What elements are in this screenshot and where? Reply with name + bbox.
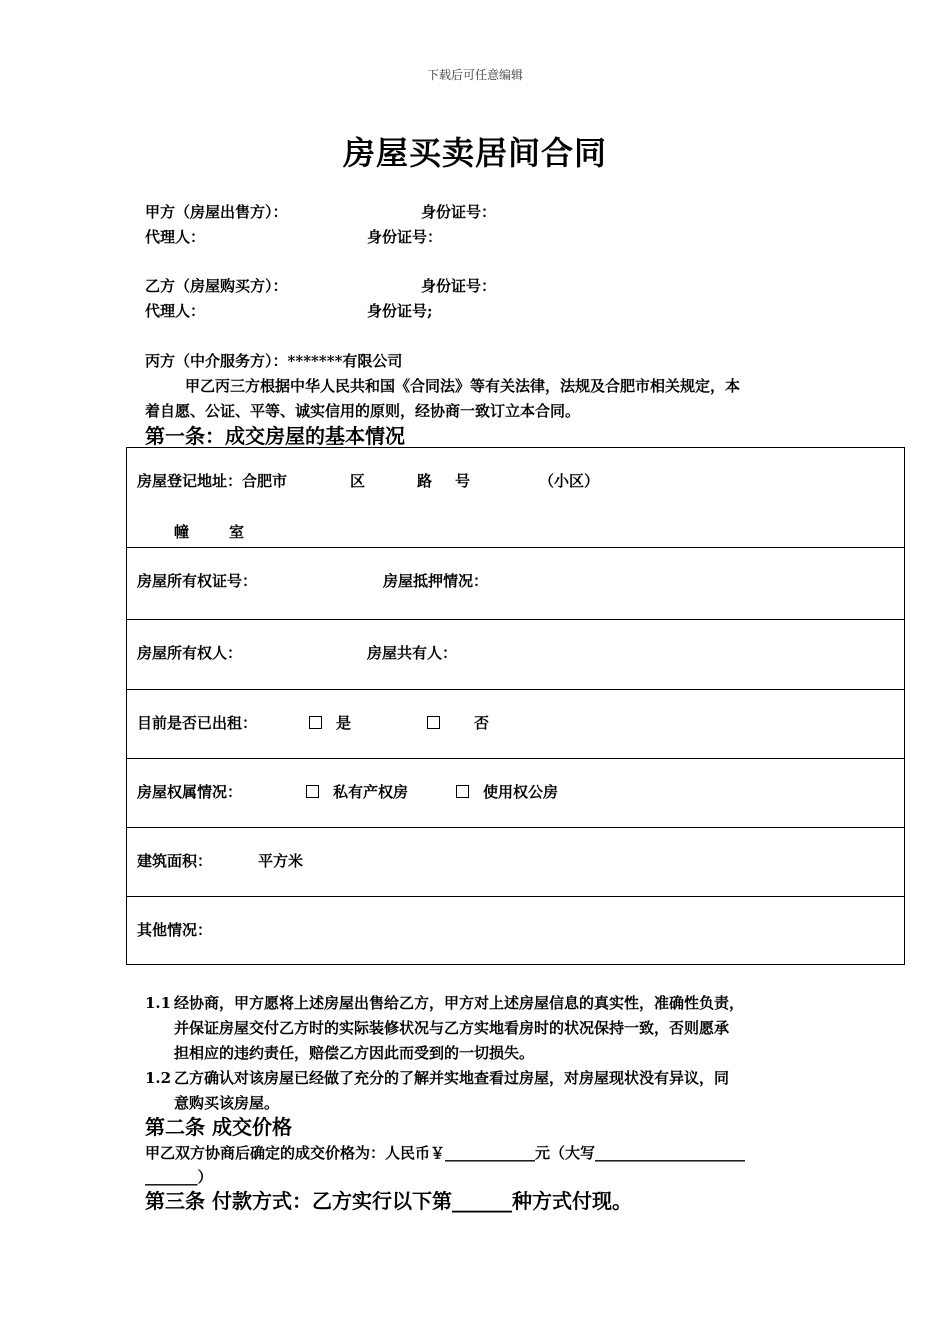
ownership-private-label: 私有产权房 — [333, 783, 409, 801]
clause-1-1-line-1: 经协商，甲方愿将上述房屋出售给乙方，甲方对上述房屋信息的真实性，准确性负责， — [174, 994, 745, 1012]
address-district: 区 — [350, 472, 366, 490]
address-number: 号 — [455, 472, 471, 490]
checkbox-icon[interactable] — [456, 785, 469, 798]
party-c-label: 丙方（中介服务方）：*******有限公司 — [145, 352, 403, 370]
ownership-public-option[interactable] — [456, 781, 558, 802]
clause-1-2-line-2: 意购买该房屋。 — [174, 1094, 280, 1112]
table-row-area — [127, 828, 904, 897]
intro-line-2: 着自愿、公证、平等、诚实信用的原则，经协商一致订立本合同。 — [145, 402, 581, 420]
rented-label: 目前是否已出租： — [137, 714, 258, 732]
clause-1-1-number: 1.1 — [145, 994, 172, 1012]
party-b-label: 乙方（房屋购买方）： — [145, 277, 288, 295]
article-2-line-2: _______） — [145, 1168, 213, 1186]
party-a-agent-id-label: 身份证号： — [367, 228, 443, 246]
table-row-cert — [127, 548, 904, 620]
owner-label: 房屋所有权人： — [137, 644, 243, 662]
table-row-rented — [127, 690, 904, 759]
address-room: 室 — [229, 523, 245, 541]
mortgage-label: 房屋抵押情况： — [383, 572, 489, 590]
party-b-id-label: 身份证号： — [421, 277, 497, 295]
area-unit: 平方米 — [258, 852, 304, 870]
other-label: 其他情况： — [137, 921, 213, 939]
article-1-heading: 第一条：成交房屋的基本情况 — [145, 424, 405, 448]
intro-line-1: 甲乙丙三方根据中华人民共和国《合同法》等有关法律，法规及合肥市相关规定，本 — [185, 377, 741, 395]
cert-label: 房屋所有权证号： — [137, 572, 258, 590]
table-row-ownership — [127, 759, 904, 828]
checkbox-icon[interactable] — [309, 716, 322, 729]
article-3-heading: 第三条 付款方式：乙方实行以下第______种方式付现。 — [145, 1189, 632, 1213]
party-a-agent-label: 代理人： — [145, 228, 206, 246]
house-info-table — [126, 447, 905, 965]
table-row-other — [127, 897, 904, 964]
party-b-agent-label: 代理人： — [145, 302, 206, 320]
header-note: 下载后可任意编辑 — [426, 68, 523, 82]
table-row-owner — [127, 620, 904, 690]
address-road: 路 — [417, 472, 433, 490]
rented-no-label: 否 — [474, 714, 490, 732]
document-title: 房屋买卖居间合同 — [342, 134, 607, 172]
table-row-address — [127, 448, 904, 548]
party-a-id-label: 身份证号： — [421, 203, 497, 221]
ownership-public-label: 使用权公房 — [483, 783, 559, 801]
clause-1-1-line-3: 担相应的违约责任，赔偿乙方因此而受到的一切损失。 — [174, 1044, 535, 1062]
party-b-agent-id-label: 身份证号; — [367, 302, 433, 320]
address-community: （小区） — [539, 472, 600, 490]
article-2-line-1: 甲乙双方协商后确定的成交价格为：人民币￥____________元（大写____________________ — [145, 1144, 746, 1162]
ownership-private-option[interactable] — [306, 781, 408, 802]
co-owner-label: 房屋共有人： — [367, 644, 458, 662]
address-building: 幢 — [174, 523, 190, 541]
rented-no-option[interactable] — [427, 712, 489, 733]
checkbox-icon[interactable] — [306, 785, 319, 798]
clause-1-1-line-2: 并保证房屋交付乙方时的实际装修状况与乙方实地看房时的状况保持一致，否则愿承 — [174, 1019, 730, 1037]
article-2-heading: 第二条 成交价格 — [145, 1115, 292, 1139]
checkbox-icon[interactable] — [427, 716, 440, 729]
clause-1-2-number: 1.2 — [145, 1069, 172, 1087]
rented-yes-option[interactable] — [309, 712, 351, 733]
address-label: 房屋登记地址：合肥市 — [137, 472, 288, 490]
clause-1-2-line-1: 乙方确认对该房屋已经做了充分的了解并实地查看过房屋，对房屋现状没有异议，同 — [174, 1069, 730, 1087]
party-a-label: 甲方（房屋出售方）： — [145, 203, 288, 221]
area-label: 建筑面积： — [137, 852, 213, 870]
ownership-label: 房屋权属情况： — [137, 783, 243, 801]
rented-yes-label: 是 — [336, 714, 352, 732]
